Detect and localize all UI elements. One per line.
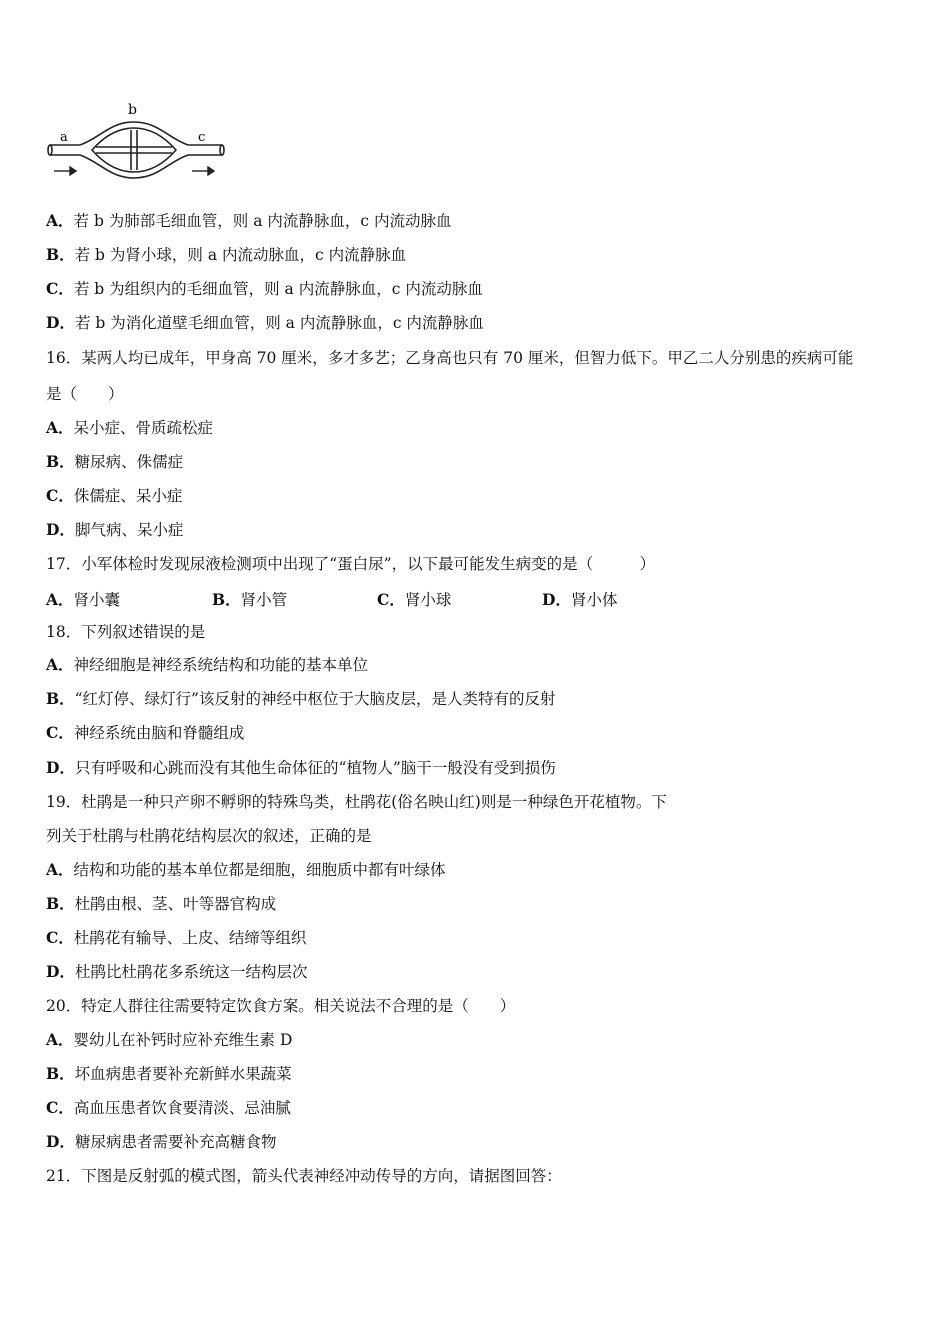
q18-stem: 18．下列叙述错误的是 (46, 623, 206, 641)
q19-option-b: B．杜鹃由根、茎、叶等器官构成 (46, 894, 277, 913)
label-b: b (128, 102, 137, 118)
q15-option-c: C．若 b 为组织内的毛细血管，则 a 内流静脉血，c 内流动脉血 (46, 279, 483, 298)
q16-option-b: B．糖尿病、侏儒症 (46, 452, 184, 471)
q19-option-c: C．杜鹃花有输导、上皮、结缔等组织 (46, 928, 307, 947)
q15-option-a: A．若 b 为肺部毛细血管，则 a 内流静脉血，c 内流动脉血 (46, 211, 452, 230)
q20-option-d: D．糖尿病患者需要补充高糖食物 (46, 1132, 277, 1151)
blood-vessel-diagram (40, 98, 240, 190)
label-c: c (198, 130, 206, 145)
q19-stem-line2: 列关于杜鹃与杜鹃花结构层次的叙述，正确的是 (46, 827, 372, 845)
q16-option-c: C．侏儒症、呆小症 (46, 486, 183, 505)
q20-option-a: A．婴幼儿在补钙时应补充维生素 D (46, 1030, 293, 1049)
q21-stem: 21．下图是反射弧的模式图，箭头代表神经冲动传导的方向，请据图回答： (46, 1167, 562, 1185)
q18-option-c: C．神经系统由脑和脊髓组成 (46, 723, 245, 742)
q17-option-d: D．肾小体 (542, 590, 618, 609)
q16-stem-line2: 是（ ） (46, 385, 124, 403)
q16-option-d: D．脚气病、呆小症 (46, 520, 184, 539)
label-a: a (60, 130, 68, 145)
q18-option-b: B．“红灯停、绿灯行”该反射的神经中枢位于大脑皮层，是人类特有的反射 (46, 689, 556, 708)
q15-option-b: B．若 b 为肾小球，则 a 内流动脉血，c 内流静脉血 (46, 245, 407, 264)
q15-option-d: D．若 b 为消化道壁毛细血管，则 a 内流静脉血，c 内流静脉血 (46, 313, 484, 332)
q20-stem: 20．特定人群往往需要特定饮食方案。相关说法不合理的是（ ） (46, 997, 516, 1015)
capillary-network-figure (40, 98, 240, 190)
q17-option-c: C．肾小球 (377, 590, 452, 609)
q19-stem-line1: 19．杜鹃是一种只产卵不孵卵的特殊鸟类，杜鹃花(俗名映山红)则是一种绿色开花植物。下 (46, 793, 667, 811)
q17-stem: 17．小军体检时发现尿液检测项中出现了“蛋白尿”，以下最可能发生病变的是（ ） (46, 555, 656, 573)
q19-option-a: A．结构和功能的基本单位都是细胞，细胞质中都有叶绿体 (46, 860, 446, 879)
q18-option-a: A．神经细胞是神经系统结构和功能的基本单位 (46, 655, 369, 674)
q18-option-d: D．只有呼吸和心跳而没有其他生命体征的“植物人”脑干一般没有受到损伤 (46, 758, 556, 777)
q19-option-d: D．杜鹃比杜鹃花多系统这一结构层次 (46, 962, 308, 981)
q20-option-c: C．高血压患者饮食要清淡、忌油腻 (46, 1098, 291, 1117)
q20-option-b: B．坏血病患者要补充新鲜水果蔬菜 (46, 1064, 292, 1083)
q16-option-a: A．呆小症、骨质疏松症 (46, 418, 214, 437)
q16-stem-line1: 16．某两人均已成年，甲身高 70 厘米，多才多艺；乙身高也只有 70 厘米，但智力低下。甲乙二人分别患的疾病可能 (46, 349, 854, 367)
q17-option-b: B．肾小管 (212, 590, 288, 609)
q17-option-a: A．肾小囊 (46, 590, 121, 609)
